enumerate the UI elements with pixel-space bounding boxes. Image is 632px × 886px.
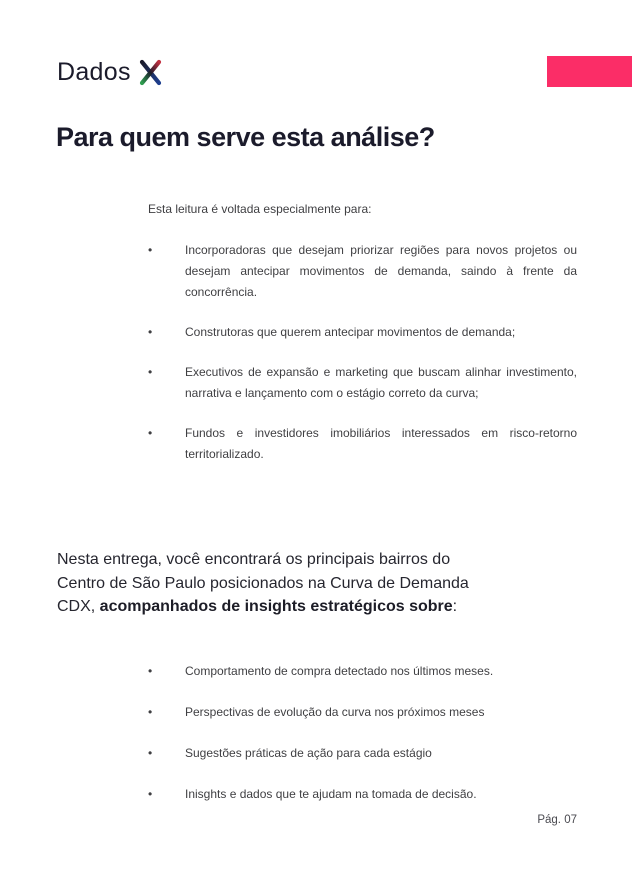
intro-bullet-list — [148, 240, 577, 465]
bullet-text: Comportamento de compra detectado nos últimos meses. — [185, 664, 494, 678]
list-item — [148, 322, 577, 343]
logo-x-icon — [138, 59, 163, 86]
delivery-line2: Centro de São Paulo posicionados na Curva de Demanda — [57, 574, 469, 592]
list-item — [148, 784, 577, 805]
delivery-section — [148, 661, 577, 825]
accent-bar — [547, 56, 632, 87]
delivery-line1: Nesta entrega, você encontrará os principais bairros do — [57, 551, 451, 568]
delivery-line3-bold: acompanhados de insights estratégicos sobre — [99, 598, 453, 615]
bullet-icon: • — [148, 664, 153, 678]
delivery-line3-prefix: CDX, — [57, 598, 100, 615]
bullet-text: Sugestões práticas de ação para cada estágio — [185, 746, 432, 760]
bullet-icon: • — [148, 746, 153, 760]
bullet-text: Fundos e investidores imobiliários interessados em risco-retorno territorializado. — [185, 426, 577, 461]
intro-section — [148, 199, 577, 465]
list-item — [148, 702, 577, 723]
logo-wordmark: Dados — [57, 57, 131, 86]
bullet-text: Construtoras que querem antecipar movimentos de demanda; — [185, 325, 516, 339]
bullet-icon: • — [148, 243, 153, 257]
dadosx-logo — [57, 56, 163, 88]
bullet-text: Perspectivas de evolução da curva nos próximos meses — [185, 705, 485, 719]
intro-lead: Esta leitura é voltada especialmente para: — [148, 202, 372, 216]
delivery-bullet-list — [148, 661, 577, 805]
bullet-text: Incorporadoras que desejam priorizar regiões para novos projetos ou desejam antecipar movimentos de demanda, saindo à frente da concorrência. — [185, 243, 577, 299]
bullet-icon: • — [148, 426, 153, 440]
list-item — [148, 240, 577, 303]
page-title: Para quem serve esta análise? — [56, 122, 435, 152]
bullet-icon: • — [148, 365, 153, 379]
bullet-text: Executivos de expansão e marketing que buscam alinhar investimento, narrativa e lançamento com o estágio correto da curva; — [185, 365, 577, 400]
page-number: Pág. 07 — [537, 814, 577, 826]
bullet-icon: • — [148, 325, 153, 339]
list-item — [148, 362, 577, 404]
list-item — [148, 423, 577, 465]
delivery-line3-suffix: : — [452, 598, 458, 615]
list-item — [148, 661, 577, 682]
bullet-text: Inisghts e dados que te ajudam na tomada de decisão. — [185, 787, 477, 801]
delivery-paragraph — [57, 548, 557, 619]
bullet-icon: • — [148, 705, 153, 719]
list-item — [148, 743, 577, 764]
bullet-icon: • — [148, 787, 153, 801]
